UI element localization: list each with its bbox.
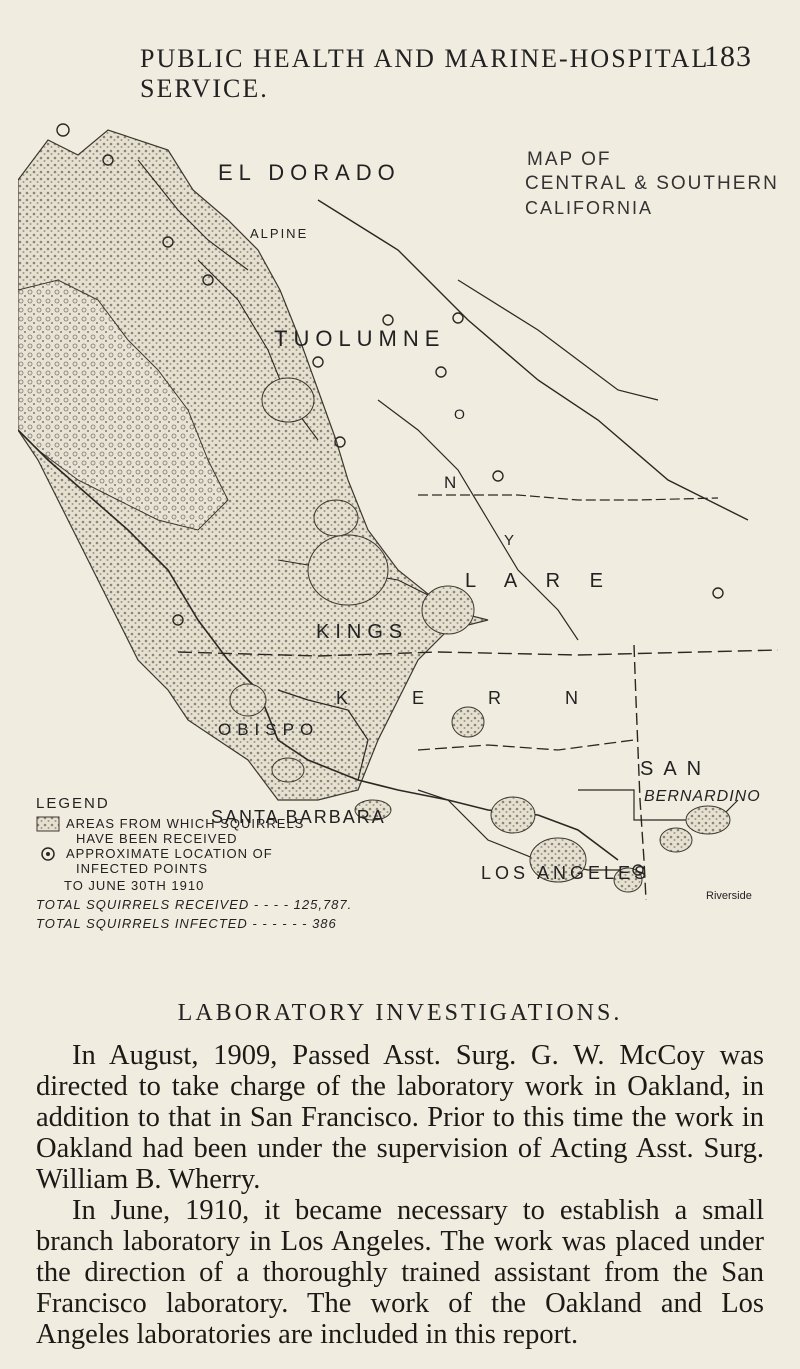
paragraph-1: In August, 1909, Passed Asst. Surg. G. W. McCoy was directed to take charge of the laboratory work in Oakland, in addition to that in San Francisco. Prior to this time the work in Oakland had been under the supervision of Acting Asst. Surg. William B. Wherry. (36, 1040, 764, 1195)
body-text (36, 1040, 764, 1350)
tuolumne-shaded-area (262, 378, 314, 422)
county-label-san: SAN (640, 758, 712, 780)
map-title (525, 148, 785, 220)
paragraph-2: In June, 1910, it became necessary to establish a small branch laboratory in Los Angeles. The work was placed under the direction of a thoroughly trained assistant from the San Francisco laboratory. The work of the Oakland and Los Angeles laboratories are included in this report. (36, 1195, 764, 1350)
county-line-kern-south (418, 740, 634, 750)
kern-shaded-area (422, 586, 474, 634)
legend-item-infected-line-2: INFECTED POINTS (76, 861, 209, 876)
legend-title: LEGEND (36, 795, 110, 812)
running-title: PUBLIC HEALTH AND MARINE-HOSPITAL SERVICE. (140, 44, 709, 103)
legend-item-areas-line-2: HAVE BEEN RECEIVED (76, 831, 238, 846)
stipple-swatch-icon (36, 816, 66, 836)
county-label-santa-barbara: SANTA BARBARA (211, 807, 386, 827)
county-line-inyo (318, 200, 748, 520)
county-letter-n: N (444, 473, 457, 492)
la-shaded-area-2 (491, 797, 535, 833)
map-title-line-1: MAP OF (527, 149, 612, 170)
kern-blob-2 (452, 707, 484, 737)
map-legend (36, 795, 356, 933)
county-letter-y: Y (504, 532, 515, 549)
section-heading: LABORATORY INVESTIGATIONS. (177, 1000, 623, 1026)
county-label-riverside: Riverside (706, 890, 752, 902)
santa-barbara-shaded-area (272, 758, 304, 782)
legend-date: TO JUNE 30TH 1910 (64, 878, 205, 893)
legend-item-infected-line-1: APPROXIMATE LOCATION OF (66, 846, 273, 861)
county-label-obispo: OBISPO (218, 720, 320, 739)
legend-item-areas (36, 816, 356, 846)
riverside-shaded-area (686, 806, 730, 834)
map-title-line-3: CALIFORNIA (525, 198, 654, 218)
county-label-tulare: L A R E (465, 570, 615, 592)
county-line-tulare (418, 495, 718, 500)
circle-dot-icon (36, 846, 66, 866)
madera-shaded-area (314, 500, 358, 536)
legend-item-areas-line-1: AREAS FROM WHICH SQUIRRELS (66, 816, 305, 831)
legend-total-received: TOTAL SQUIRRELS RECEIVED - - - - 125,787. (36, 897, 353, 912)
county-label-los-angeles: LOS ANGELES (481, 863, 651, 883)
county-label-kings: KINGS (316, 621, 409, 643)
california-map (18, 100, 790, 931)
legend-item-infected (36, 846, 356, 876)
legend-total-infected: TOTAL SQUIRRELS INFECTED - - - - - - 386 (36, 916, 337, 931)
county-label-el-dorado: EL DORADO (218, 160, 401, 185)
kings-shaded-area (308, 535, 388, 605)
map-title-line-2: CENTRAL & SOUTHERN (525, 173, 779, 194)
county-label-kern: KERN (336, 688, 643, 708)
page-header (0, 40, 800, 103)
obispo-shaded-area (230, 684, 266, 716)
county-line-inyo-west (458, 280, 658, 400)
county-label-alpine: ALPINE (250, 226, 309, 241)
county-label-tuolumne: TUOLUMNE (274, 326, 446, 351)
riverside-shaded-area-2 (660, 828, 692, 852)
county-label-bernardino: BERNARDINO (644, 788, 761, 805)
page-number: 183 (704, 40, 752, 73)
county-letter-o: O (454, 406, 465, 422)
